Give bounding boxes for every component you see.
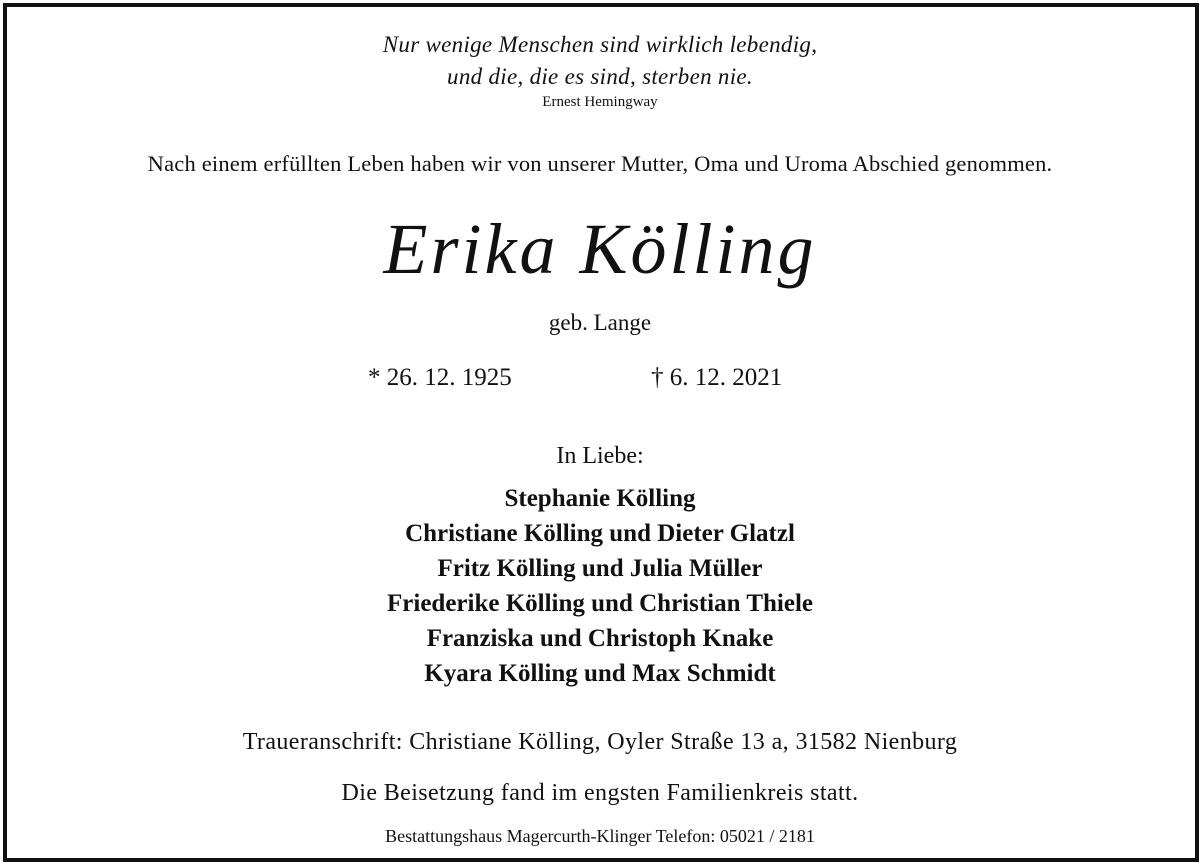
quote-line-1: Nur wenige Menschen sind wirklich lebendig, <box>382 32 818 57</box>
funeral-home-contact: Bestattungshaus Magercurth-Klinger Telefon: 05021 / 2181 <box>385 826 815 846</box>
mourner-name: Friederike Kölling und Christian Thiele <box>387 590 813 617</box>
mourning-address: Traueranschrift: Christiane Kölling, Oyler Straße 13 a, 31582 Nienburg <box>242 729 958 755</box>
mourners-heading: In Liebe: <box>556 443 644 469</box>
quote-line-2: und die, die es sind, sterben nie. <box>447 64 753 89</box>
mourner-name: Christiane Kölling und Dieter Glatzl <box>405 520 795 547</box>
mourner-name: Fritz Kölling und Julia Müller <box>437 555 763 582</box>
intro-text: Nach einem erfüllten Leben haben wir von unserer Mutter, Oma und Uroma Abschied genommen. <box>147 151 1053 176</box>
quote-author: Ernest Hemingway <box>542 94 658 110</box>
birth-date: * 26. 12. 1925 <box>368 364 512 391</box>
death-date: † 6. 12. 2021 <box>651 364 783 391</box>
deceased-name: Erika Kölling <box>383 209 817 289</box>
mourner-name: Stephanie Kölling <box>504 485 696 512</box>
mourner-name: Franziska und Christoph Knake <box>426 625 774 652</box>
burial-note: Die Beisetzung fand im engsten Familienkreis statt. <box>341 780 859 806</box>
mourner-name: Kyara Kölling und Max Schmidt <box>424 660 776 687</box>
maiden-name: geb. Lange <box>548 310 652 335</box>
